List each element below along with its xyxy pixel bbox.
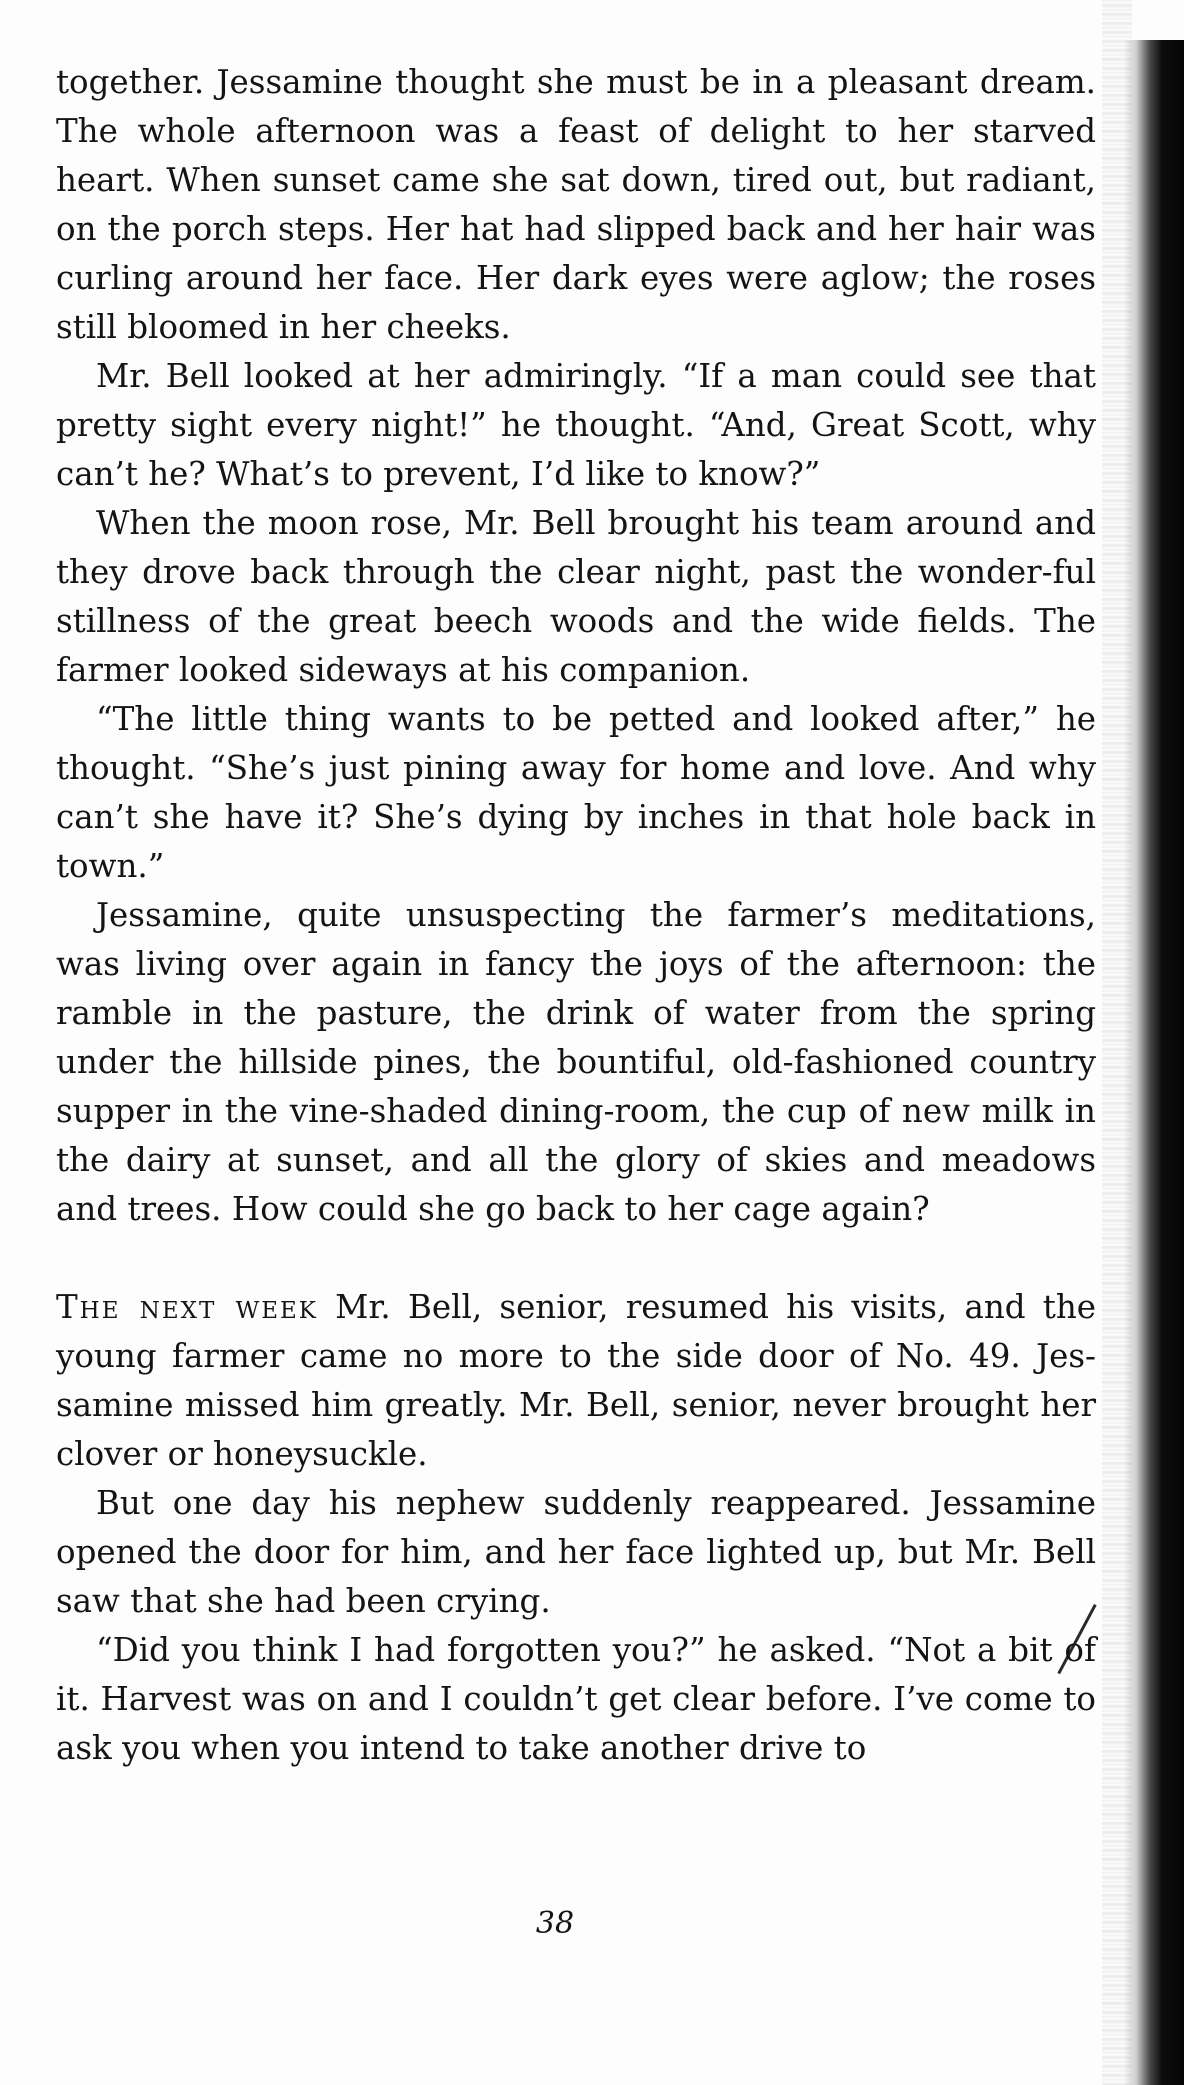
paragraph-1: together. Jessamine thought she must be in a pleasant dream. The whole afternoon was a feast of delight to her starved heart. When sunset came she sat down, tired out, but radiant, on the porch steps. Her hat had slipped back and her hair was curling around her face. Her dark eyes were aglow; the roses still bloomed in her cheeks. [56,63,1096,346]
paragraph-4: “The little thing wants to be petted and looked after,” he thought. “She’s just pining away for home and love. And why can’t she have it? She’s dying by inches in that hole back in town.” [56,700,1096,885]
section-paragraph-2: But one day his nephew suddenly reappeared. Jessamine opened the door for him, and her face lighted up, but Mr. Bell saw that she had been crying. [56,1484,1096,1620]
section-paragraph-1-text: Mr. Bell, senior, resumed his visits, and the young farmer came no more to the side door of No. 49. Jes-samine missed him greatly. Mr. Bell, senior, never brought her clover or honeysuckle. [56,1288,1096,1473]
section-break [56,1234,1096,1283]
page-number: 38 [535,1906,575,1941]
paragraph-2: Mr. Bell looked at her admiringly. “If a man could see that pretty sight every night!” he thought. “And, Great Scott, why can’t he? What’s to prevent, I’d like to know?” [56,357,1096,493]
gutter-shadow [1124,40,1184,2085]
paragraph-3: When the moon rose, Mr. Bell brought his team around and they drove back through the clear night, past the wonder-ful stillness of the great beech woods and the wide fields. The farmer looked sideways at his companion. [56,504,1096,689]
section-paragraph-3: “Did you think I had forgotten you?” he asked. “Not a bit of it. Harvest was on and I couldn’t get clear before. I’ve come to ask you when you intend to take another drive to [56,1631,1096,1767]
section-paragraph-1 [56,1283,1096,1479]
paragraph-5: Jessamine, quite unsuspecting the farmer’s meditations, was living over again in fancy the joys of the afternoon: the ramble in the pasture, the drink of water from the spring under the hillside pines, the bountiful, old-fashioned country supper in the vine-shaded dining-room, the cup of new milk in the dairy at sunset, and all the glory of skies and meadows and trees. How could she go back to her cage again? [56,896,1096,1228]
body-text [56,58,1096,1773]
section-lead-smallcaps: The next week [56,1288,318,1326]
